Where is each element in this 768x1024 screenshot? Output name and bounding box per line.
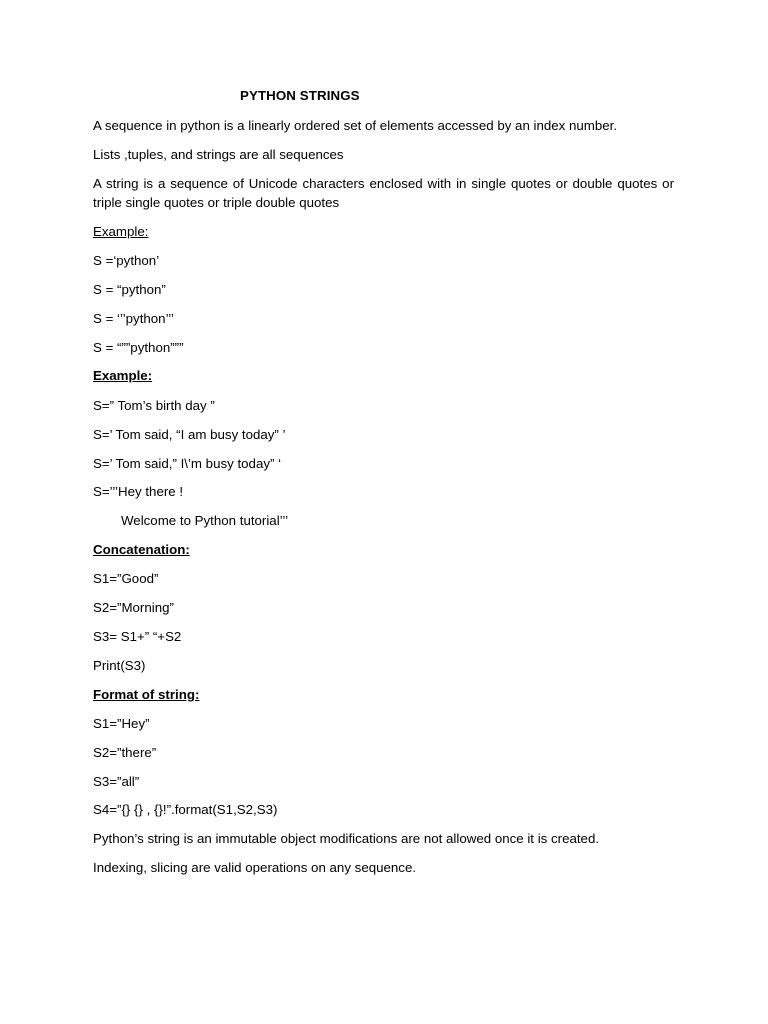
- closing-line-2: Indexing, slicing are valid operations on any sequence.: [93, 860, 417, 875]
- format-line: S2=”there”: [93, 745, 157, 760]
- page-title: PYTHON STRINGS: [240, 88, 360, 103]
- format-line: S3=”all”: [93, 774, 140, 789]
- example-2-heading: Example:: [93, 368, 153, 383]
- format-line: S1=”Hey”: [93, 716, 150, 731]
- example-2-line: S=’ Tom said,” I\’m busy today” ‘: [93, 456, 282, 471]
- example-2-line: S=’ Tom said, “I am busy today” ’: [93, 427, 286, 442]
- concatenation-line: S1=”Good”: [93, 571, 159, 586]
- intro-line-1: A sequence in python is a linearly ordered set of elements accessed by an index number.: [93, 118, 618, 133]
- concatenation-line: S3= S1+” “+S2: [93, 629, 182, 644]
- concatenation-heading: Concatenation:: [93, 542, 190, 557]
- intro-line-2: Lists ,tuples, and strings are all sequences: [93, 147, 344, 162]
- format-heading: Format of string:: [93, 687, 200, 702]
- closing-line-1: Python’s string is an immutable object modifications are not allowed once it is created.: [93, 831, 600, 846]
- example-1-line: S = ‘’’python’’’: [93, 311, 174, 326]
- example-2-line: S=” Tom’s birth day ”: [93, 398, 215, 413]
- concatenation-line: S2=”Morning”: [93, 600, 174, 615]
- example-1-line: S = “””python”””: [93, 340, 184, 355]
- example-1-heading: Example:: [93, 224, 149, 239]
- example-1-line: S =‘python’: [93, 253, 160, 268]
- format-line: S4=”{} {} , {}!”.format(S1,S2,S3): [93, 802, 278, 817]
- example-2-line: S=’’’Hey there !: [93, 484, 184, 499]
- example-1-line: S = “python”: [93, 282, 166, 297]
- example-2-continuation: Welcome to Python tutorial’’’: [121, 513, 289, 528]
- concatenation-line: Print(S3): [93, 658, 146, 673]
- intro-paragraph: A string is a sequence of Unicode characters enclosed with in single quotes or double quotes or triple single quotes or triple double quotes: [93, 176, 674, 210]
